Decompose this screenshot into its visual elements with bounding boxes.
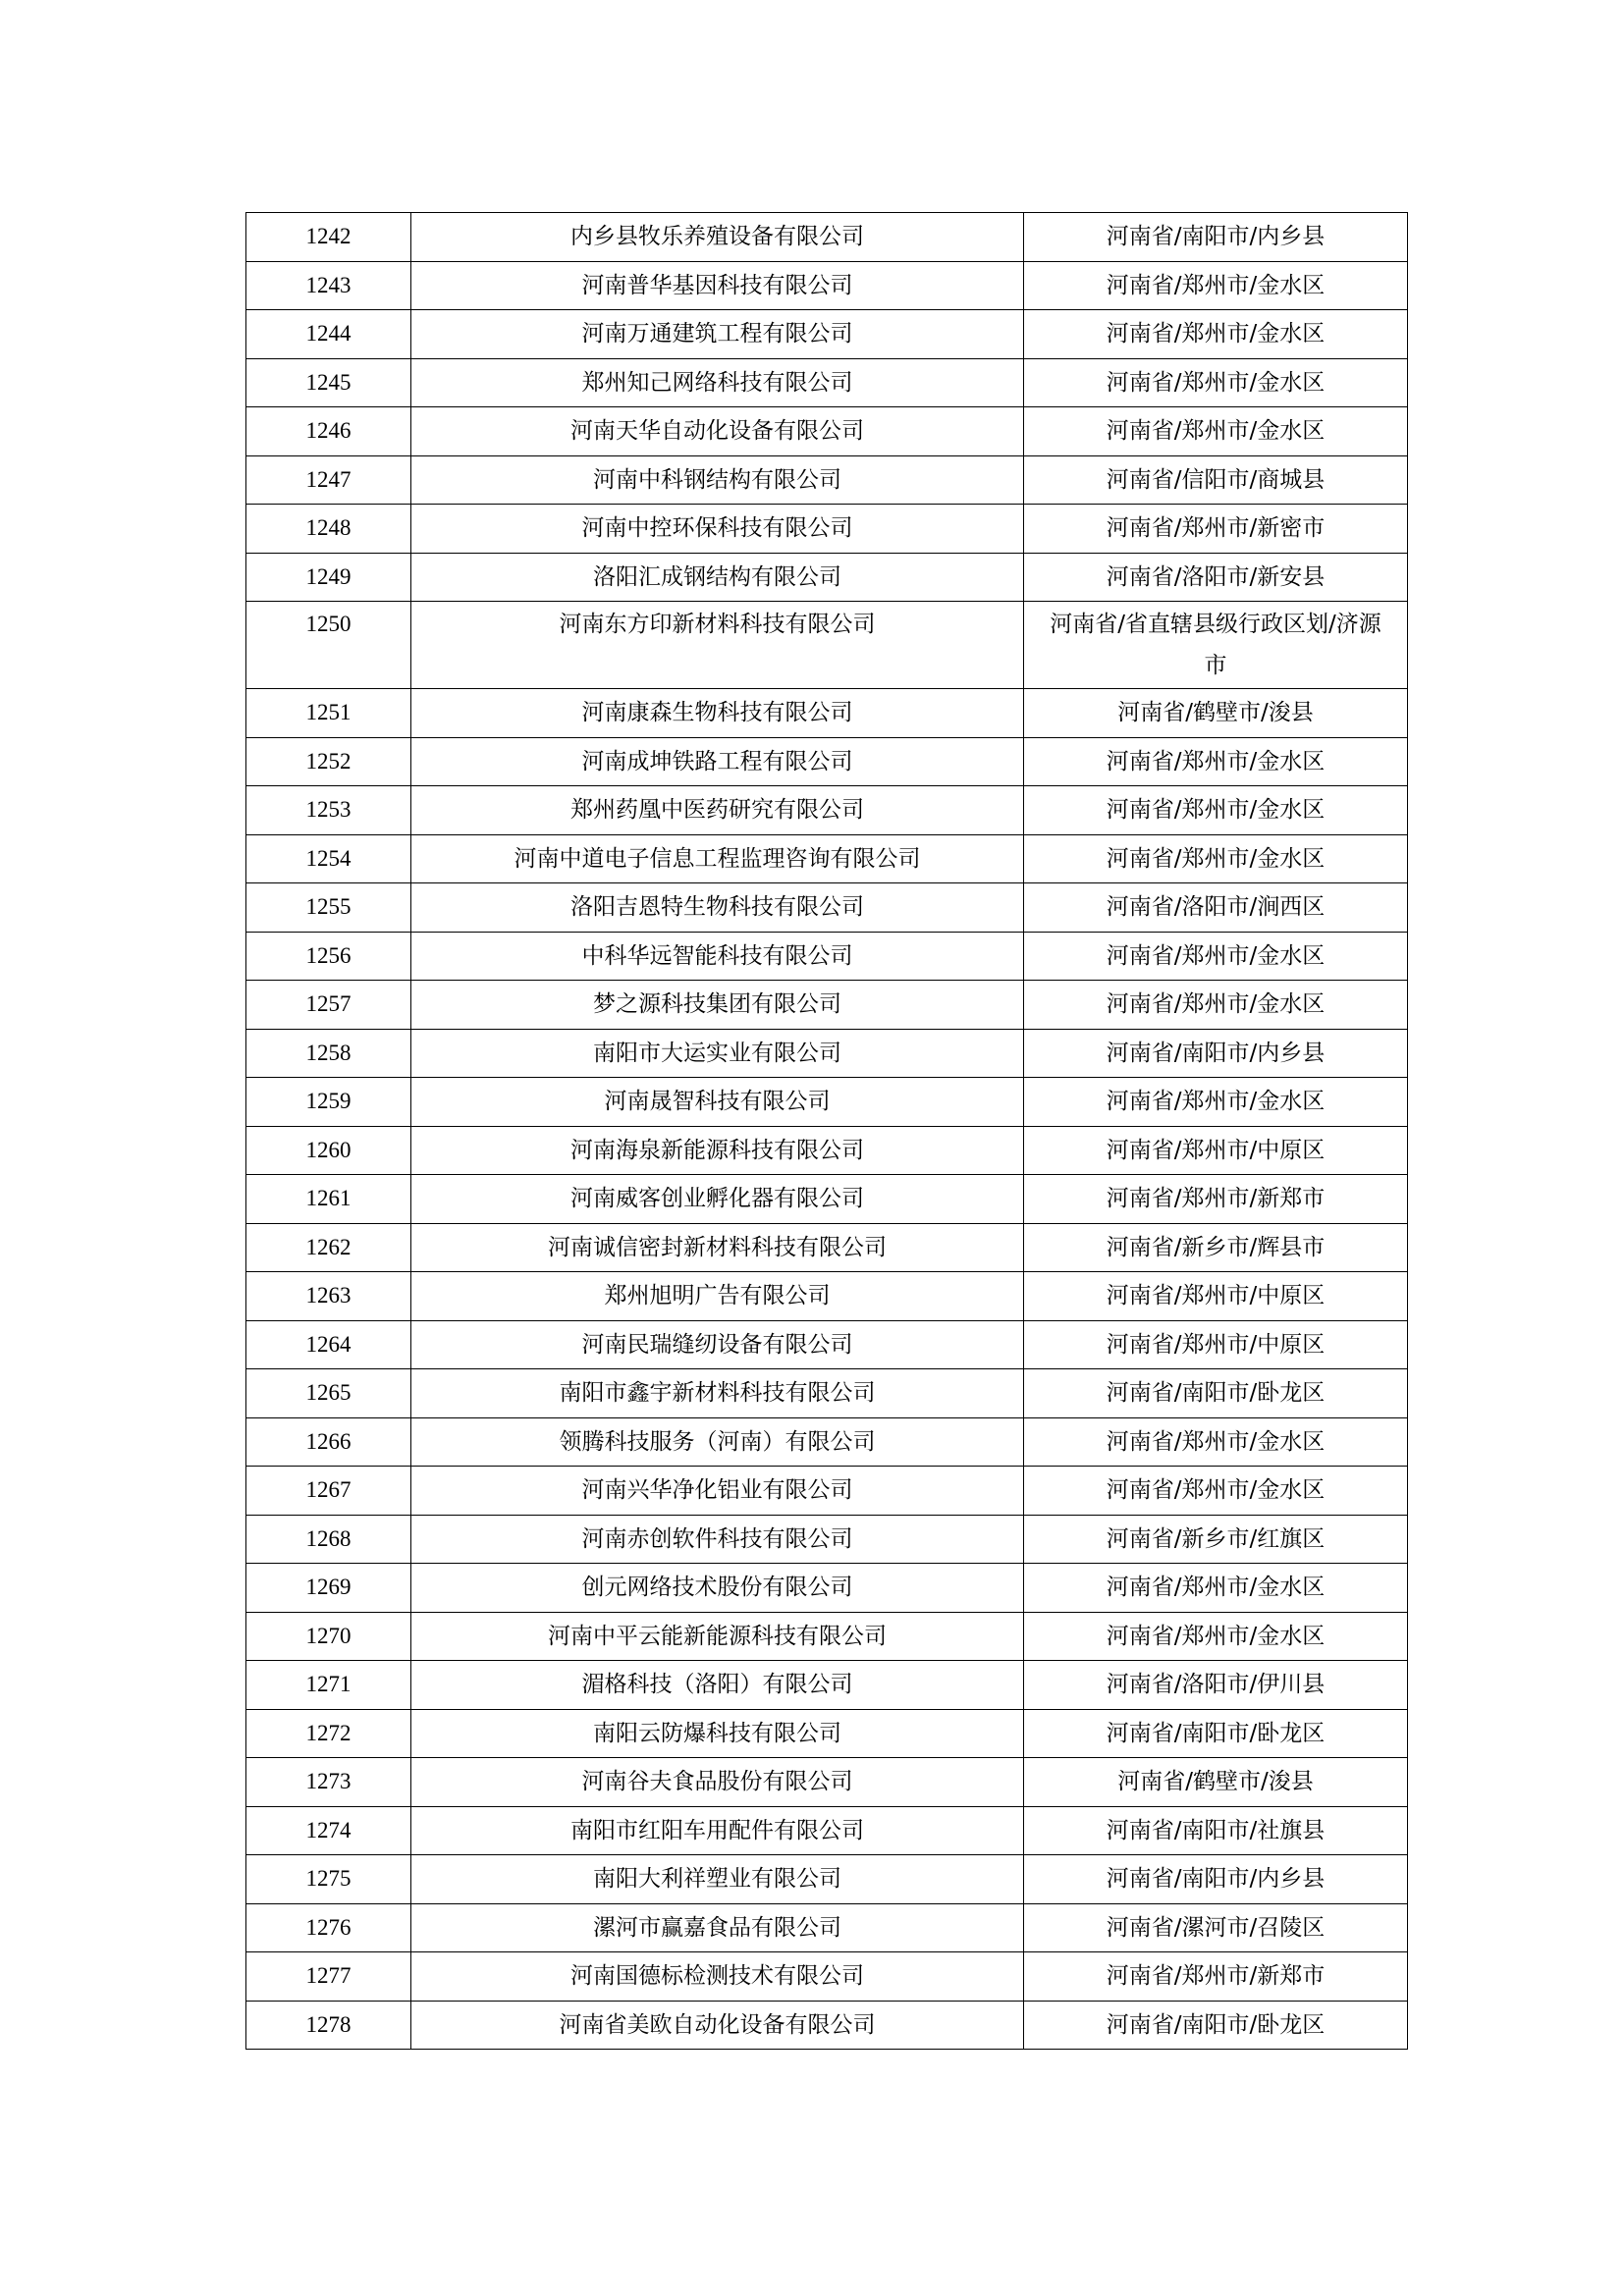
company-name-cell: 河南威客创业孵化器有限公司	[411, 1175, 1024, 1224]
table-row	[246, 1564, 1408, 1613]
table-row	[246, 1320, 1408, 1369]
row-number-cell: 1262	[246, 1223, 411, 1272]
company-name-cell: 河南赤创软件科技有限公司	[411, 1515, 1024, 1564]
row-number-cell: 1274	[246, 1806, 411, 1855]
region-cell: 河南省/新乡市/辉县市	[1024, 1223, 1408, 1272]
row-number-cell: 1256	[246, 932, 411, 981]
region-cell: 河南省/郑州市/金水区	[1024, 407, 1408, 456]
row-number-cell: 1267	[246, 1467, 411, 1516]
row-number-cell: 1272	[246, 1709, 411, 1758]
region-cell: 河南省/南阳市/卧龙区	[1024, 1369, 1408, 1418]
company-name-cell: 湄格科技（洛阳）有限公司	[411, 1661, 1024, 1710]
company-name-cell: 中科华远智能科技有限公司	[411, 932, 1024, 981]
region-cell: 河南省/新乡市/红旗区	[1024, 1515, 1408, 1564]
company-name-cell: 河南中平云能新能源科技有限公司	[411, 1612, 1024, 1661]
company-name-cell: 河南国德标检测技术有限公司	[411, 1952, 1024, 2002]
row-number-cell: 1265	[246, 1369, 411, 1418]
table-row	[246, 1417, 1408, 1467]
table-row	[246, 1272, 1408, 1321]
table-row	[246, 1758, 1408, 1807]
company-name-cell: 河南成坤铁路工程有限公司	[411, 737, 1024, 786]
region-cell: 河南省/南阳市/内乡县	[1024, 1029, 1408, 1078]
region-cell: 河南省/郑州市/金水区	[1024, 786, 1408, 835]
region-cell: 河南省/郑州市/中原区	[1024, 1126, 1408, 1175]
table-row	[246, 786, 1408, 835]
table-row	[246, 1661, 1408, 1710]
table-row	[246, 1467, 1408, 1516]
company-name-cell: 河南东方印新材料科技有限公司	[411, 602, 1024, 689]
region-cell: 河南省/郑州市/金水区	[1024, 1612, 1408, 1661]
company-table	[245, 212, 1408, 2050]
table-row	[246, 602, 1408, 689]
table-row	[246, 310, 1408, 359]
table-row	[246, 407, 1408, 456]
company-name-cell: 郑州药凰中医药研究有限公司	[411, 786, 1024, 835]
company-name-cell: 内乡县牧乐养殖设备有限公司	[411, 213, 1024, 262]
region-cell: 河南省/郑州市/中原区	[1024, 1272, 1408, 1321]
company-name-cell: 河南中科钢结构有限公司	[411, 455, 1024, 505]
table-row	[246, 737, 1408, 786]
region-cell: 河南省/郑州市/金水区	[1024, 1078, 1408, 1127]
table-row	[246, 1175, 1408, 1224]
region-cell: 河南省/郑州市/金水区	[1024, 310, 1408, 359]
company-name-cell: 南阳市红阳车用配件有限公司	[411, 1806, 1024, 1855]
row-number-cell: 1273	[246, 1758, 411, 1807]
table-row	[246, 505, 1408, 554]
row-number-cell: 1252	[246, 737, 411, 786]
table-row	[246, 1855, 1408, 1904]
company-name-cell: 河南中道电子信息工程监理咨询有限公司	[411, 834, 1024, 883]
row-number-cell: 1261	[246, 1175, 411, 1224]
row-number-cell: 1260	[246, 1126, 411, 1175]
company-name-cell: 河南万通建筑工程有限公司	[411, 310, 1024, 359]
table-row	[246, 834, 1408, 883]
region-cell: 河南省/郑州市/中原区	[1024, 1320, 1408, 1369]
row-number-cell: 1251	[246, 689, 411, 738]
row-number-cell: 1264	[246, 1320, 411, 1369]
company-name-cell: 河南康森生物科技有限公司	[411, 689, 1024, 738]
region-cell: 河南省/南阳市/社旗县	[1024, 1806, 1408, 1855]
region-cell: 河南省/郑州市/金水区	[1024, 261, 1408, 310]
table-row	[246, 1515, 1408, 1564]
region-cell: 河南省/鹤壁市/浚县	[1024, 689, 1408, 738]
row-number-cell: 1254	[246, 834, 411, 883]
company-name-cell: 郑州知己网络科技有限公司	[411, 358, 1024, 407]
region-cell: 河南省/南阳市/卧龙区	[1024, 2001, 1408, 2050]
table-row	[246, 1806, 1408, 1855]
row-number-cell: 1278	[246, 2001, 411, 2050]
table-row	[246, 1903, 1408, 1952]
row-number-cell: 1266	[246, 1417, 411, 1467]
table-row	[246, 213, 1408, 262]
row-number-cell: 1259	[246, 1078, 411, 1127]
table-row	[246, 1369, 1408, 1418]
table-row	[246, 1078, 1408, 1127]
table-row	[246, 358, 1408, 407]
region-cell: 河南省/南阳市/内乡县	[1024, 213, 1408, 262]
region-cell: 河南省/郑州市/新郑市	[1024, 1952, 1408, 2002]
row-number-cell: 1271	[246, 1661, 411, 1710]
row-number-cell: 1270	[246, 1612, 411, 1661]
company-name-cell: 河南中控环保科技有限公司	[411, 505, 1024, 554]
company-name-cell: 河南天华自动化设备有限公司	[411, 407, 1024, 456]
row-number-cell: 1248	[246, 505, 411, 554]
company-name-cell: 南阳大利祥塑业有限公司	[411, 1855, 1024, 1904]
table-row	[246, 455, 1408, 505]
company-name-cell: 河南省美欧自动化设备有限公司	[411, 2001, 1024, 2050]
row-number-cell: 1242	[246, 213, 411, 262]
company-name-cell: 领腾科技服务（河南）有限公司	[411, 1417, 1024, 1467]
company-name-cell: 河南海泉新能源科技有限公司	[411, 1126, 1024, 1175]
region-cell: 河南省/郑州市/金水区	[1024, 932, 1408, 981]
table-row	[246, 689, 1408, 738]
company-name-cell: 南阳市大运实业有限公司	[411, 1029, 1024, 1078]
table-row	[246, 981, 1408, 1030]
company-name-cell: 河南诚信密封新材料科技有限公司	[411, 1223, 1024, 1272]
company-name-cell: 郑州旭明广告有限公司	[411, 1272, 1024, 1321]
table-row	[246, 1126, 1408, 1175]
table-row	[246, 261, 1408, 310]
region-cell: 河南省/郑州市/金水区	[1024, 358, 1408, 407]
row-number-cell: 1255	[246, 883, 411, 933]
region-cell: 河南省/郑州市/金水区	[1024, 737, 1408, 786]
table-row	[246, 883, 1408, 933]
row-number-cell: 1245	[246, 358, 411, 407]
table-row	[246, 553, 1408, 602]
company-name-cell: 梦之源科技集团有限公司	[411, 981, 1024, 1030]
row-number-cell: 1246	[246, 407, 411, 456]
row-number-cell: 1277	[246, 1952, 411, 2002]
company-name-cell: 河南谷夫食品股份有限公司	[411, 1758, 1024, 1807]
row-number-cell: 1268	[246, 1515, 411, 1564]
company-name-cell: 洛阳吉恩特生物科技有限公司	[411, 883, 1024, 933]
company-name-cell: 漯河市赢嘉食品有限公司	[411, 1903, 1024, 1952]
region-cell: 河南省/洛阳市/新安县	[1024, 553, 1408, 602]
table-row	[246, 1612, 1408, 1661]
row-number-cell: 1253	[246, 786, 411, 835]
row-number-cell: 1249	[246, 553, 411, 602]
table-row	[246, 1952, 1408, 2002]
table-row	[246, 2001, 1408, 2050]
company-name-cell: 河南普华基因科技有限公司	[411, 261, 1024, 310]
region-cell: 河南省/郑州市/金水区	[1024, 1564, 1408, 1613]
company-name-cell: 河南晟智科技有限公司	[411, 1078, 1024, 1127]
company-table-body	[246, 213, 1408, 2050]
region-cell: 河南省/南阳市/内乡县	[1024, 1855, 1408, 1904]
region-cell: 河南省/郑州市/新郑市	[1024, 1175, 1408, 1224]
table-row	[246, 1709, 1408, 1758]
company-name-cell: 河南兴华净化铝业有限公司	[411, 1467, 1024, 1516]
region-cell: 河南省/南阳市/卧龙区	[1024, 1709, 1408, 1758]
region-cell: 河南省/郑州市/金水区	[1024, 834, 1408, 883]
row-number-cell: 1276	[246, 1903, 411, 1952]
table-row	[246, 1029, 1408, 1078]
company-name-cell: 河南民瑞缝纫设备有限公司	[411, 1320, 1024, 1369]
row-number-cell: 1258	[246, 1029, 411, 1078]
row-number-cell: 1263	[246, 1272, 411, 1321]
row-number-cell: 1250	[246, 602, 411, 689]
region-cell: 河南省/郑州市/金水区	[1024, 1417, 1408, 1467]
region-cell: 河南省/信阳市/商城县	[1024, 455, 1408, 505]
region-cell: 河南省/洛阳市/伊川县	[1024, 1661, 1408, 1710]
company-name-cell: 创元网络技术股份有限公司	[411, 1564, 1024, 1613]
row-number-cell: 1243	[246, 261, 411, 310]
region-cell: 河南省/省直辖县级行政区划/济源市	[1024, 602, 1408, 689]
company-name-cell: 南阳云防爆科技有限公司	[411, 1709, 1024, 1758]
company-name-cell: 洛阳汇成钢结构有限公司	[411, 553, 1024, 602]
table-row	[246, 1223, 1408, 1272]
region-cell: 河南省/郑州市/金水区	[1024, 981, 1408, 1030]
row-number-cell: 1275	[246, 1855, 411, 1904]
table-row	[246, 932, 1408, 981]
company-name-cell: 南阳市鑫宇新材料科技有限公司	[411, 1369, 1024, 1418]
row-number-cell: 1257	[246, 981, 411, 1030]
region-cell: 河南省/漯河市/召陵区	[1024, 1903, 1408, 1952]
region-cell: 河南省/郑州市/金水区	[1024, 1467, 1408, 1516]
row-number-cell: 1244	[246, 310, 411, 359]
row-number-cell: 1247	[246, 455, 411, 505]
row-number-cell: 1269	[246, 1564, 411, 1613]
region-cell: 河南省/洛阳市/涧西区	[1024, 883, 1408, 933]
region-cell: 河南省/鹤壁市/浚县	[1024, 1758, 1408, 1807]
region-cell: 河南省/郑州市/新密市	[1024, 505, 1408, 554]
